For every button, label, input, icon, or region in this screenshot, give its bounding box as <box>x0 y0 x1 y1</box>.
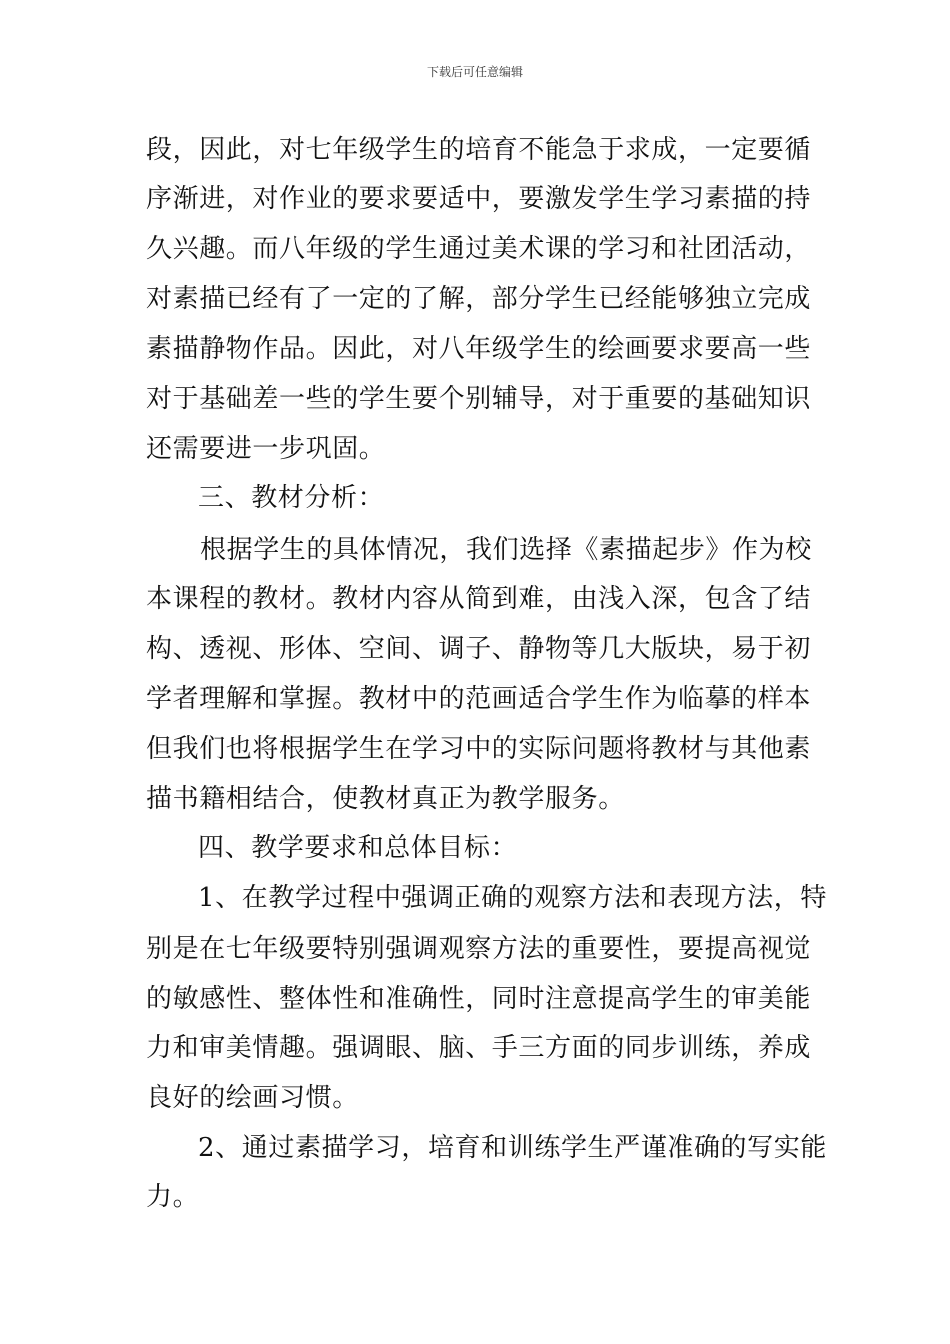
body-line: 对于基础差一些的学生要个别辅导，对于重要的基础知识 <box>146 384 812 414</box>
body-line: 良好的绘画习惯。 <box>146 1083 359 1113</box>
body-line: 2、通过素描学习，培育和训练学生严谨准确的写实能 <box>198 1133 827 1163</box>
body-line: 别是在七年级要特别强调观察方法的重要性，要提高视觉 <box>146 934 812 964</box>
body-line: 本课程的教材。教材内容从简到难，由浅入深，包含了结 <box>146 584 812 614</box>
body-line: 根据学生的具体情况，我们选择《素描起步》作为校 <box>200 535 812 565</box>
body-line: 的敏感性、整体性和准确性，同时注意提高学生的审美能 <box>146 984 812 1014</box>
body-line: 还需要进一步巩固。 <box>146 434 386 464</box>
body-line: 素描静物作品。因此，对八年级学生的绘画要求要高一些 <box>146 334 812 364</box>
section-heading: 四、教学要求和总体目标： <box>198 833 518 863</box>
body-line: 力。 <box>146 1182 200 1212</box>
page-header: 下载后可任意编辑 <box>426 65 523 79</box>
body-line: 序渐进，对作业的要求要适中，要激发学生学习素描的持 <box>146 184 812 214</box>
body-line: 但我们也将根据学生在学习中的实际问题将教材与其他素 <box>146 734 812 764</box>
body-line: 描书籍相结合，使教材真正为教学服务。 <box>146 784 625 814</box>
body-line: 学者理解和掌握。教材中的范画适合学生作为临摹的样本 <box>146 684 812 714</box>
section-heading: 三、教材分析： <box>198 483 385 513</box>
body-line: 段，因此，对七年级学生的培育不能急于求成，一定要循 <box>146 135 812 165</box>
body-line: 力和审美情趣。强调眼、脑、手三方面的同步训练，养成 <box>146 1033 812 1063</box>
body-line: 久兴趣。而八年级的学生通过美术课的学习和社团活动， <box>146 234 812 264</box>
body-line: 对素描已经有了一定的了解，部分学生已经能够独立完成 <box>146 284 812 314</box>
body-line: 1、在教学过程中强调正确的观察方法和表现方法，特 <box>198 883 827 913</box>
body-line: 构、透视、形体、空间、调子、静物等几大版块，易于初 <box>146 634 812 664</box>
